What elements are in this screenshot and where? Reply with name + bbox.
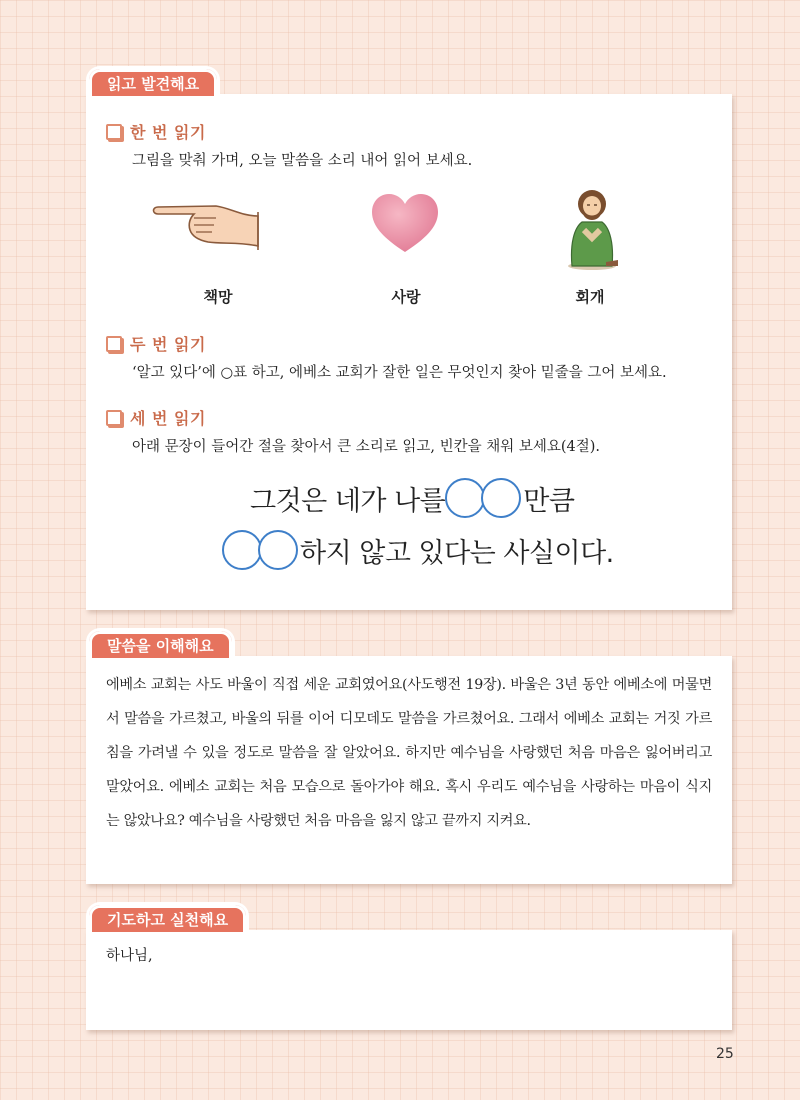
verse-line-2-after: 하지 않고 있다는 사실이다. [300,537,614,569]
picture-label-love: 사랑 [391,288,421,306]
tab-understand: 말씀을 이해해요 [86,628,235,661]
blank-circle [481,478,521,518]
step-one [106,120,472,170]
understand-card [86,656,732,884]
step-three-title: 세 번 읽기 [130,409,206,428]
picture-label-rebuke: 책망 [203,288,233,306]
page-number: 25 [716,1046,734,1062]
picture-label-repent: 회개 [575,288,605,306]
step-two-title: 두 번 읽기 [130,335,206,354]
checkbox-icon [106,336,122,352]
checkbox-icon [106,410,122,426]
discover-card [86,94,732,610]
blank-circle [258,530,298,570]
verse-line-1-after: 만큼 [523,485,575,517]
step-three [106,406,600,456]
tab-pray: 기도하고 실천해요 [86,902,249,935]
prayer-text: 하나님, [106,948,153,964]
step-three-desc: 아래 문장이 들어간 절을 찾아서 큰 소리로 읽고, 빈칸을 채워 보세요(4절). [132,439,601,455]
understand-paragraph: 에베소 교회는 사도 바울이 직접 세운 교회였어요(사도행전 19장). 바울은 3년 동안 에베소에 머물면서 말씀을 가르쳤고, 바울의 뒤를 이어 디모데도 말씀을 가르쳤어요. 그래서 에베소 교회는 거짓 가르침을 가려낼 수 있을 정도로 말씀을 잘 알았어요. 하지만 예수님을 사랑했던 처음 마음은 잃어버리고 말았어요. 에베소 교회는 처음 모습으로 돌아가야 해요. 혹시 우리도 예수님을 사랑하는 마음이 식지는 않았나요? 예수님을 사랑했던 처음 마음을 잃지 않고 끝까지 지켜요. [106,677,712,829]
heart-icon [370,192,440,260]
kneeling-praying-man-icon [562,182,622,276]
step-two [106,332,667,382]
step-one-title: 한 번 읽기 [130,123,206,142]
verse-line-1 [250,478,574,518]
blank-circle [222,530,262,570]
blank-circle [445,478,485,518]
checkbox-icon [106,124,122,140]
verse-line-2 [222,530,614,570]
pray-card [86,930,732,1030]
step-one-desc: 그림을 맞춰 가며, 오늘 말씀을 소리 내어 읽어 보세요. [132,153,473,169]
step-two-desc: ‘알고 있다’에 ○표 하고, 에베소 교회가 잘한 일은 무엇인지 찾아 밑줄을 그어 보세요. [132,365,667,381]
tab-discover: 읽고 발견해요 [86,66,220,99]
pointing-hand-icon [150,194,262,258]
verse-line-1-before: 그것은 네가 나를 [250,485,446,517]
